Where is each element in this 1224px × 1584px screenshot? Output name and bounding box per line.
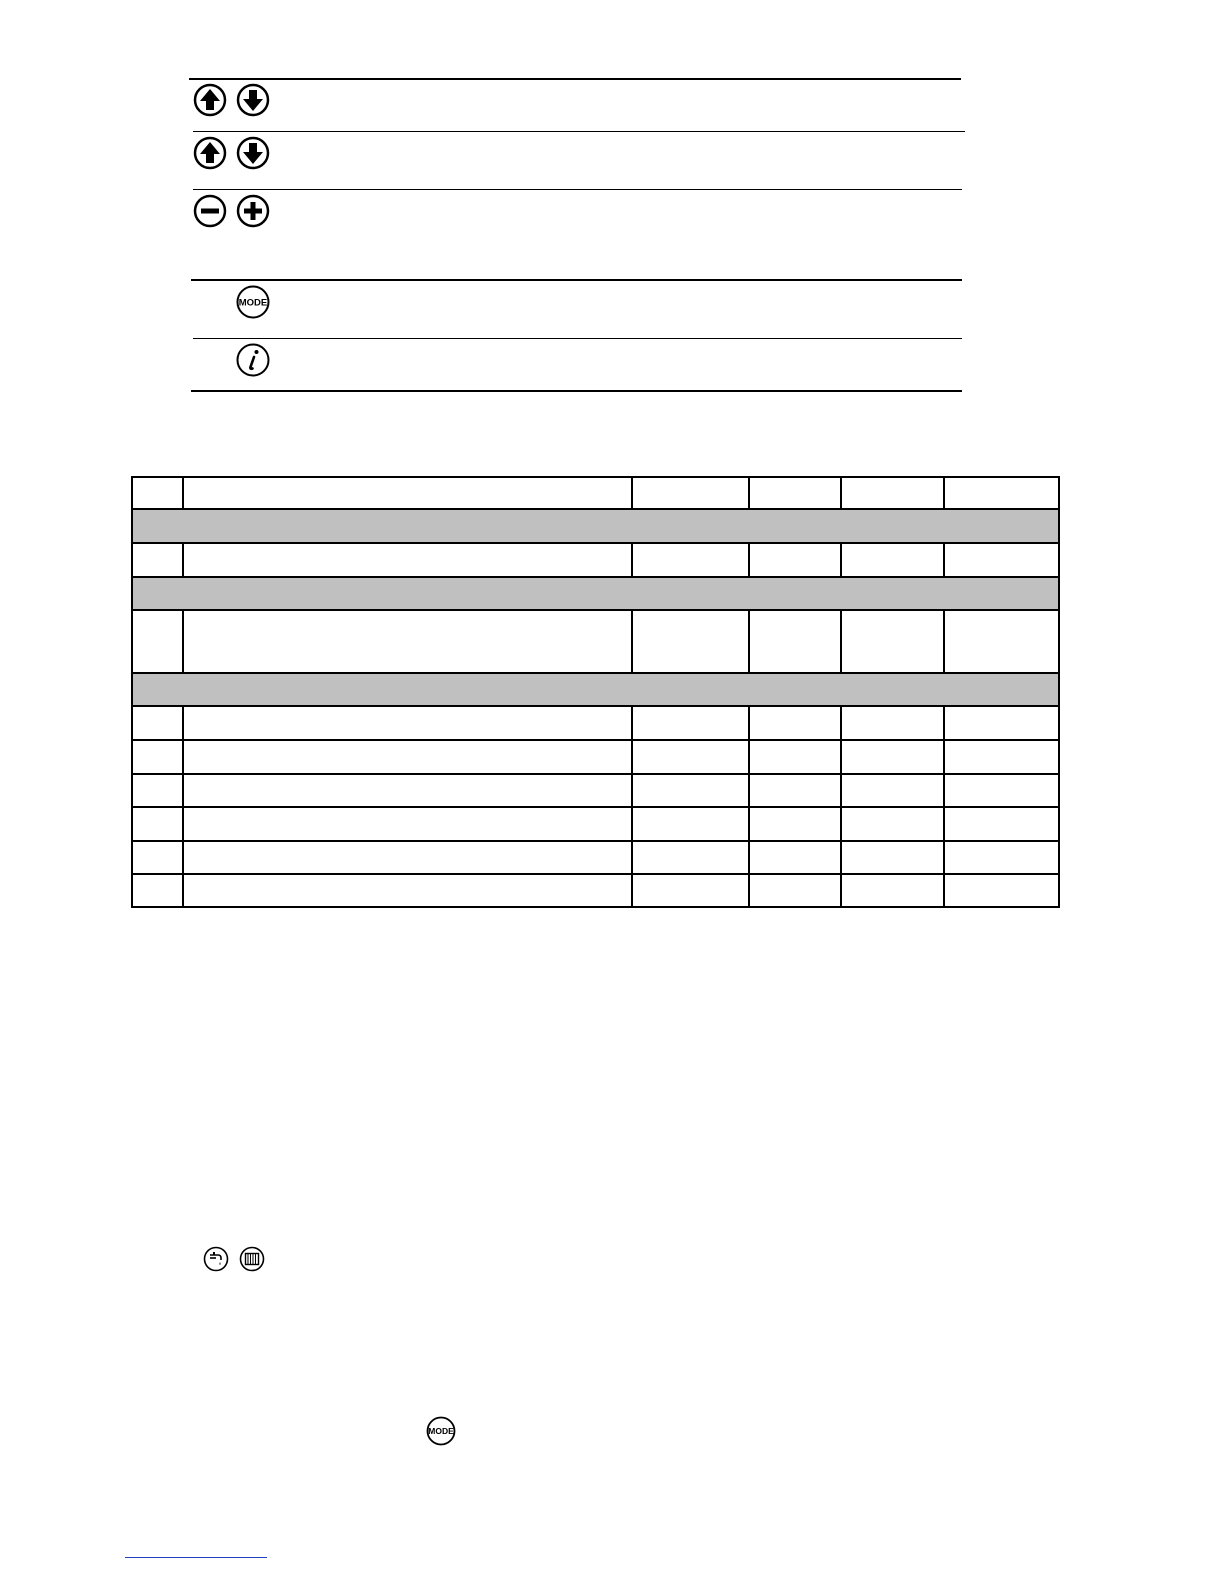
table-border-right — [1058, 476, 1060, 908]
table-col-divider — [840, 609, 842, 673]
table-col-divider — [840, 476, 842, 509]
radiator-heating-icon[interactable] — [239, 1246, 265, 1272]
table-col-divider — [943, 542, 945, 577]
arrow-down-icon[interactable] — [236, 136, 270, 170]
table-col-divider — [748, 476, 750, 509]
table-col-divider — [840, 705, 842, 907]
table-col-divider — [631, 609, 633, 673]
table-rule — [131, 672, 1060, 674]
table-rule — [131, 609, 1060, 611]
legend-rule-3 — [193, 189, 962, 190]
table-col-divider — [748, 705, 750, 907]
legend-rule-6 — [191, 390, 962, 392]
mode-button-icon-small[interactable] — [426, 1416, 456, 1446]
table-col-divider — [631, 476, 633, 509]
arrow-down-icon[interactable] — [236, 83, 270, 117]
mode-label: MODE — [238, 297, 268, 309]
table-rule — [131, 508, 1060, 510]
table-rule — [131, 705, 1060, 707]
table-rule — [131, 840, 1060, 842]
arrow-up-icon[interactable] — [193, 136, 227, 170]
table-rule — [131, 739, 1060, 741]
table-col-divider — [631, 542, 633, 577]
table-rule — [131, 906, 1060, 908]
table-col-divider — [943, 705, 945, 907]
table-col-divider — [631, 705, 633, 907]
table-col-divider — [943, 476, 945, 509]
table-col-divider — [840, 542, 842, 577]
legend-rule-5 — [193, 338, 962, 339]
table-col-divider — [182, 476, 184, 509]
table-col-divider — [182, 609, 184, 673]
table-col-divider — [748, 542, 750, 577]
mode-button-icon[interactable] — [236, 285, 270, 319]
table-col-divider — [182, 542, 184, 577]
legend-rule-4 — [191, 279, 962, 281]
plus-icon[interactable] — [236, 194, 270, 228]
table-rule — [131, 542, 1060, 544]
legend-rule-1 — [189, 78, 961, 80]
legend-rule-2 — [193, 131, 965, 132]
table-section-band — [132, 577, 1059, 610]
table-rule — [131, 873, 1060, 875]
table-col-divider — [748, 609, 750, 673]
table-rule — [131, 576, 1060, 578]
table-col-divider — [182, 705, 184, 907]
table-rule — [131, 476, 1060, 478]
table-border-left — [131, 476, 133, 908]
hot-water-tap-icon[interactable] — [203, 1246, 229, 1272]
footer-link-rule[interactable] — [125, 1557, 267, 1558]
table-section-band — [132, 673, 1059, 706]
table-col-divider — [943, 609, 945, 673]
table-rule — [131, 773, 1060, 775]
table-rule — [131, 806, 1060, 808]
mode-label-small: MODE — [428, 1426, 454, 1437]
table-section-band — [132, 509, 1059, 543]
minus-icon[interactable] — [193, 194, 227, 228]
info-icon[interactable] — [236, 343, 270, 377]
arrow-up-icon[interactable] — [193, 83, 227, 117]
